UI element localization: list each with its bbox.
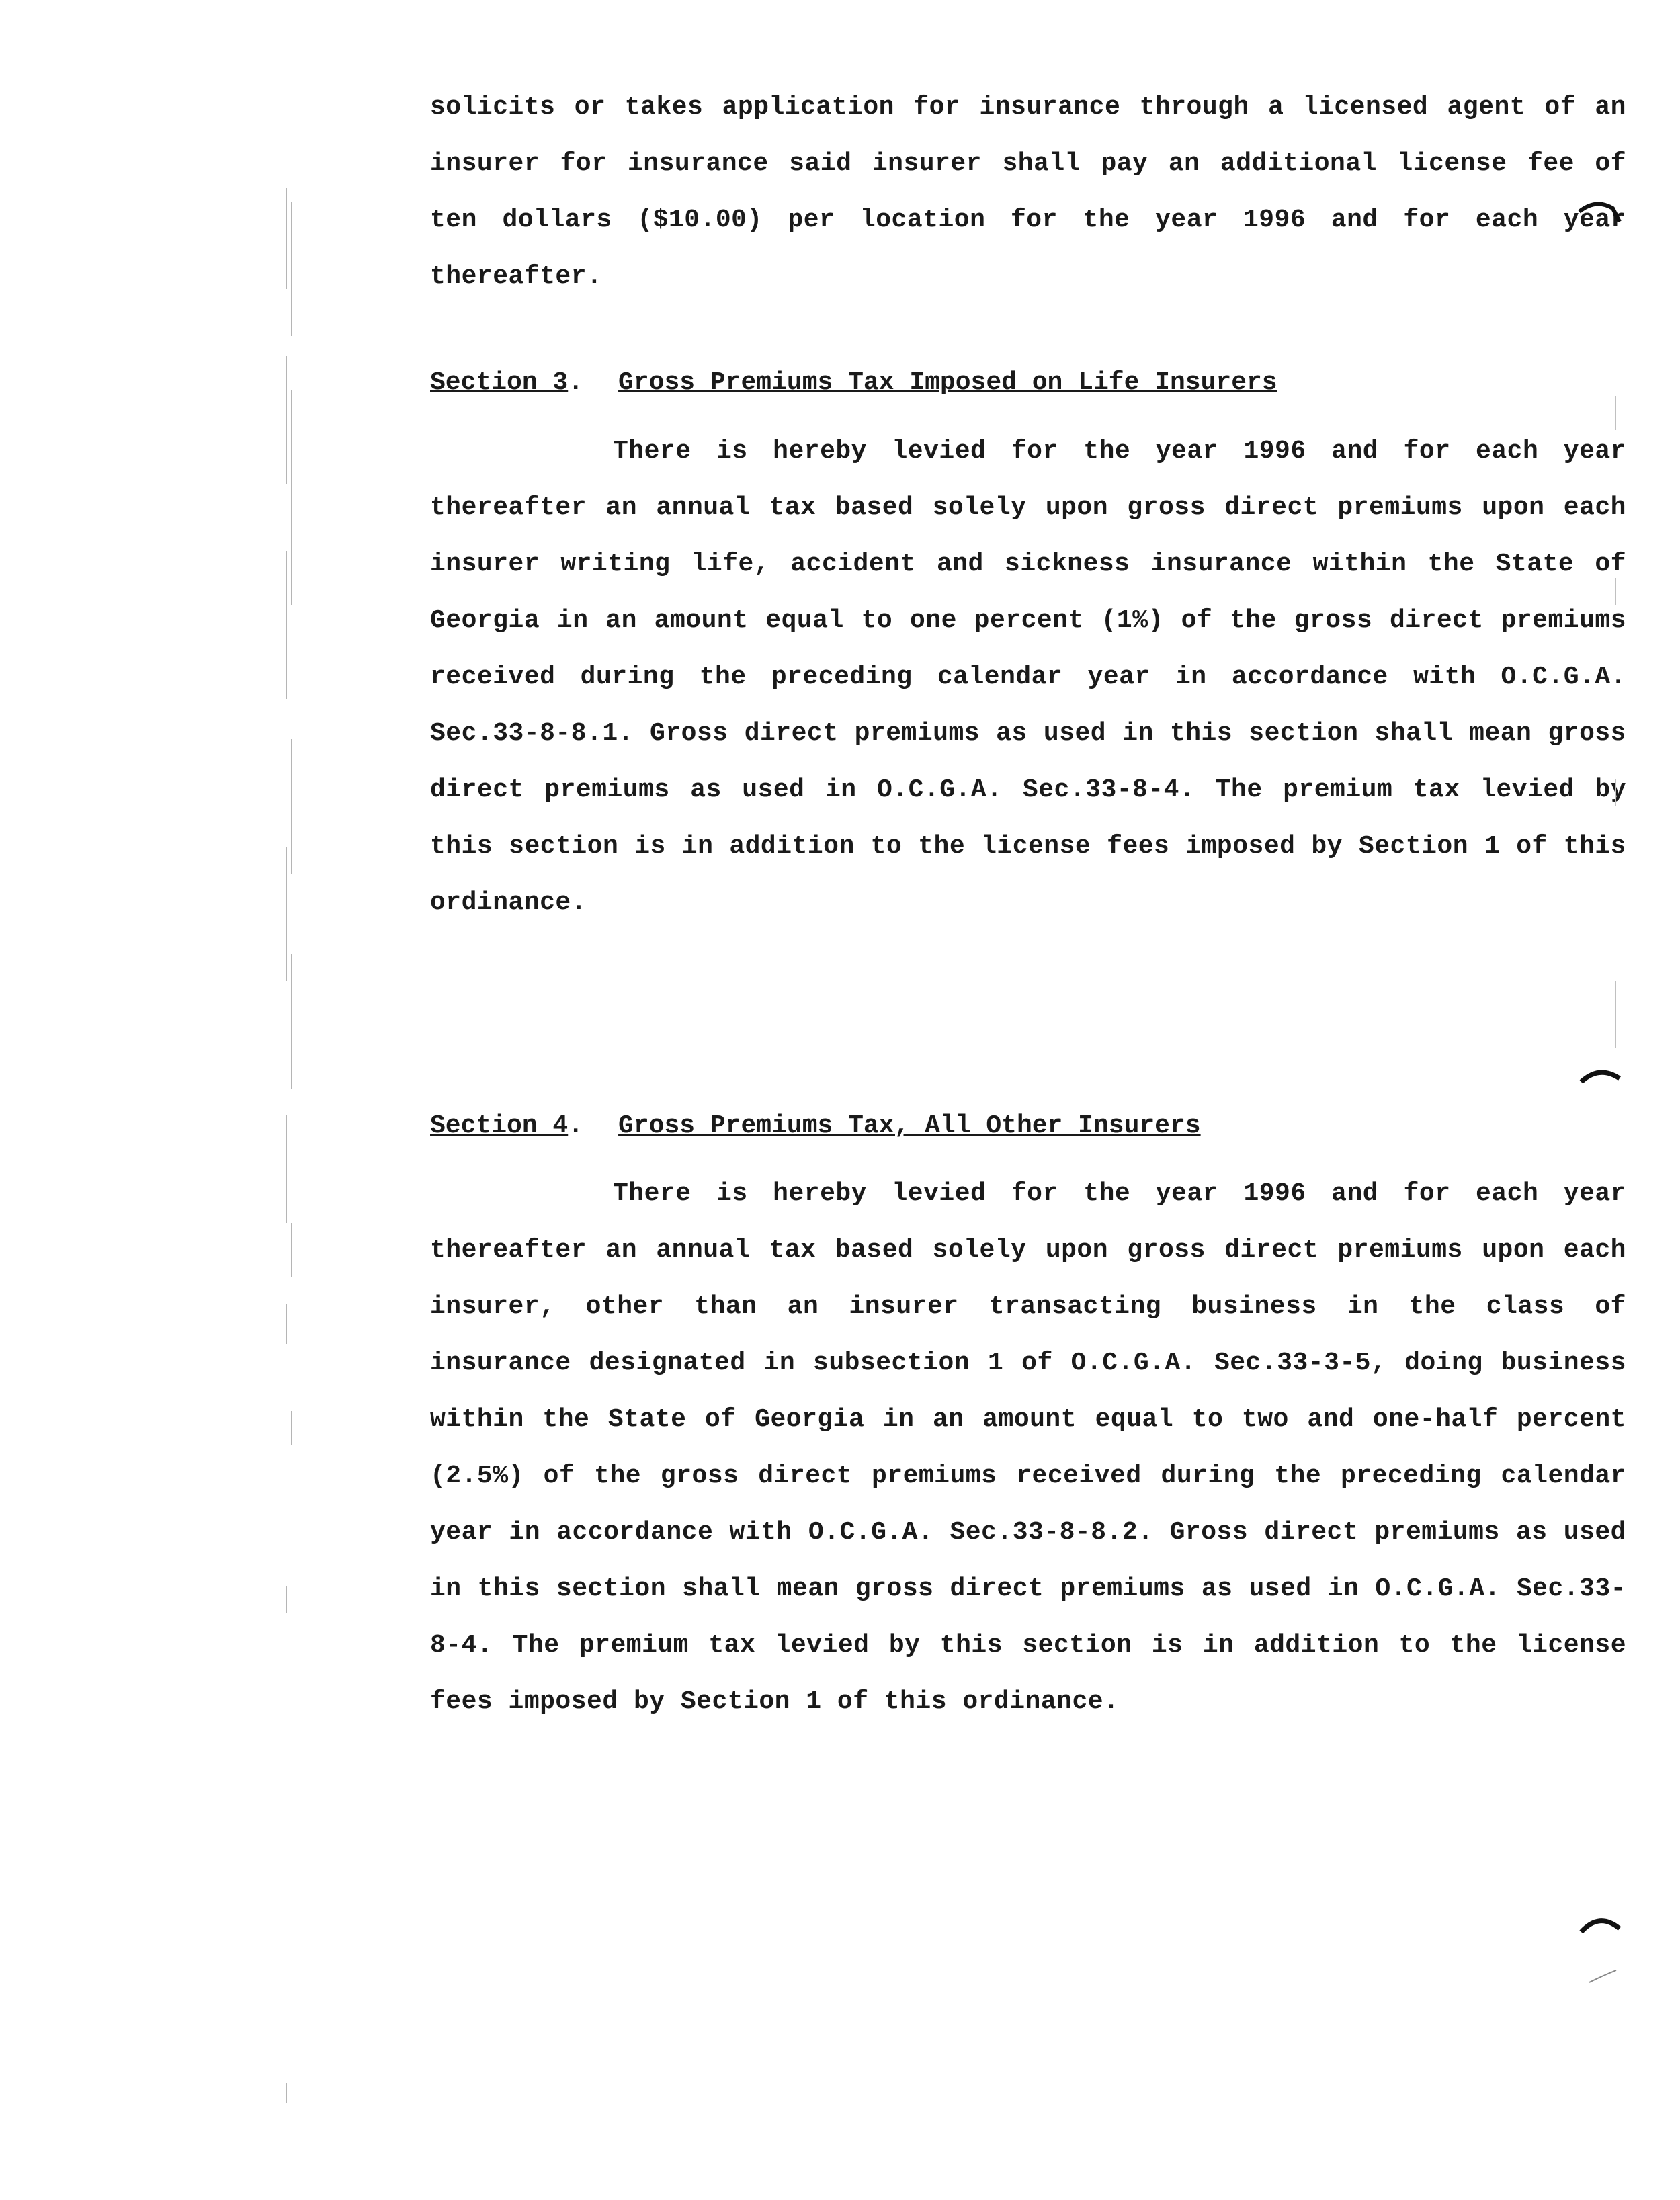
- left-margin-scan-marks: [281, 134, 301, 2150]
- corner-scan-mark-bottom: [1576, 1908, 1623, 1989]
- section-3-paragraph: [430, 423, 1626, 931]
- section-3-heading: [430, 368, 1277, 397]
- section-4-body-text: There is hereby levied for the year 1996 and for each year thereafter an annual tax based solely upon gross direct premiums upon each insurer, other than an insurer transacting business in the class of insurance designated in subsection 1 of O.C.G.A. Sec.33-3-5, doing business within the State of Georgia in an amount equal to two and one-half percent (2.5%) of the gross direct premiums received during the preceding calendar year in accordance with O.C.G.A. Sec.33-8-8.2. Gross direct premiums as used in this section shall mean gross direct premiums as used in O.C.G.A. Sec.33-8-4. The premium tax levied by this section is in addition to the license fees imposed by Section 1 of this ordinance.: [430, 1179, 1626, 1716]
- section-4-paragraph: [430, 1166, 1626, 1730]
- section-3-label-suffix: .: [568, 368, 584, 397]
- section-4-title: Gross Premiums Tax, All Other Insurers: [618, 1111, 1201, 1140]
- section-3-body-text: There is hereby levied for the year 1996 and for each year thereafter an annual tax based solely upon gross direct premiums upon each insurer writing life, accident and sickness insurance within the State of Georgia in an amount equal to one percent (1%) of the gross direct premiums received during the preceding calendar year in accordance with O.C.G.A. Sec.33-8-8.1. Gross direct premiums as used in this section shall mean gross direct premiums as used in O.C.G.A. Sec.33-8-4. The premium tax levied by this section is in addition to the license fees imposed by Section 1 of this ordinance.: [430, 437, 1626, 917]
- section-3-title: Gross Premiums Tax Imposed on Life Insurers: [618, 368, 1277, 397]
- corner-scan-mark-top: [1576, 198, 1623, 239]
- section-3-label: Section 3: [430, 368, 569, 397]
- continuation-paragraph: solicits or takes application for insurance through a licensed agent of an insurer for insurance said insurer shall pay an additional license fee of ten dollars ($10.00) per location for the year 1996 and for each year thereafter.: [430, 93, 1626, 291]
- right-margin-scan-marks: [1613, 376, 1620, 1082]
- section-4-heading: [430, 1111, 1201, 1140]
- section-4-label-suffix: .: [568, 1111, 584, 1140]
- section-4-label: Section 4: [430, 1111, 569, 1140]
